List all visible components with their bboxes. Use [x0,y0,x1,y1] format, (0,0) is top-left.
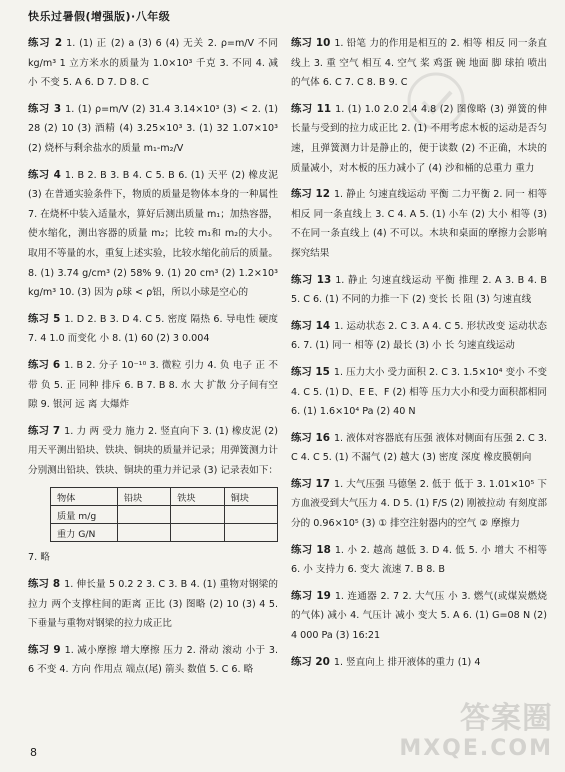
left-column [28,34,278,687]
table-cell: 质量 m/g [51,506,118,524]
page-number: 8 [30,746,37,759]
answer-text: 1. 压力大小 受力面积 2. C 3. 1.5×10⁴ 变小 不变 4. C 5. (1) D、E E、F (2) 相等 压力大小和受力面积都相同 6. (1) 1.6×10⁴ Pa (2) 40 N [291,366,547,418]
answer-block [291,653,547,673]
answer-block [291,317,547,356]
answer-text: 1. 铅笔 力的作用是相互的 2. 相等 相反 同一条直线上 3. 重 空气 相互 4. 空气 桨 鸡蛋 碗 地面 脚 球拍 喷出的气体 6. C 7. C 8. B 9. C [291,38,548,89]
answer-text: 1. 竖直向上 排开液体的重力 (1) 4 [333,656,481,668]
table-header-cell: 铜块 [224,488,277,506]
answer-text: 1. 连通器 2. 7 2. 大气压 小 3. 燃气(或煤炭燃烧的气体) 减小 4. 气压计 减小 变大 5. A 6. (1) G=08 N (2) 4 000 Pa (3) 16:21 [291,590,548,642]
answer-block [291,587,547,646]
table-cell [117,506,170,524]
answer-block [291,541,547,580]
answer-text: 1. 大气压强 马德堡 2. 低于 低于 3. 1.01×10⁵ 下方血液受到大气压力 4. D 5. (1) F/S (2) 刚被拉动 有刻度部分的 0.96×10⁵ (3) ① 排空注射器内的空气 ② 摩擦力 [291,478,548,530]
answer-block [291,429,547,468]
answer-block [28,356,278,415]
exercise-title: 练习 11 [291,102,332,115]
exercise-title: 练习 15 [291,365,330,378]
table-header-cell: 铅块 [117,488,170,506]
table-cell [224,524,277,542]
site-watermark [399,701,553,764]
exercise-title: 练习 10 [291,37,331,49]
answer-block [291,34,547,93]
exercise-title: 练习 3 [28,102,62,115]
record-table [50,487,278,542]
answer-block [291,475,547,534]
table-row [51,506,278,524]
right-column [291,34,547,679]
answer-text: 7. 略 [28,552,50,564]
exercise-title: 练习 9 [28,643,61,656]
answer-block [291,100,547,178]
table-cell [171,506,224,524]
exercise-title: 练习 14 [291,319,331,332]
answer-text: 1. D 2. B 3. D 4. C 5. 密度 隔热 6. 导电性 硬度 7. 4 1.0 而变化 小 8. (1) 60 (2) 3 0.004 [28,313,278,345]
table-cell [224,506,277,524]
answer-block [291,271,547,310]
answer-text: 1. 伸长量 5 0.2 2 3. C 3. B 4. (1) 重物对钢梁的拉力 两个支撑柱间的距离 正比 (3) 图略 (2) 10 (3) 4 5. 下垂量与重物对钢梁的拉力成正比 [28,579,278,630]
record-table-wrap [50,487,278,542]
table-header-cell: 铁块 [171,488,224,506]
exercise-title: 练习 6 [28,358,61,371]
answer-text: 1. 静止 匀速直线运动 平衡 二力平衡 2. 同一 相等 相反 同一条直线上 3. C 4. A 5. (1) 小车 (2) 大小 相等 (3) 不在同一条直线上 (4) 不可以。木块和桌面的摩擦力会影响探究结果 [291,189,548,259]
answer-text: 1. 运动状态 2. C 3. A 4. C 5. 形状改变 运动状态 6. 7. (1) 同一 相等 (2) 最长 (3) 小 长 匀速直线运动 [291,320,548,352]
page-header: 快乐过暑假(增强版)·八年级 [28,10,171,23]
exercise-title: 练习 7 [28,424,61,437]
watermark-line-2: MXQE.COM [399,736,553,761]
answer-block [28,310,278,349]
answer-text: 1. 液体对容器底有压强 液体对侧面有压强 2. C 3. C 4. C 5. (1) 不漏气 (2) 越大 (3) 密度 深度 橡皮膜朝向 [291,432,547,464]
answer-block [291,363,547,422]
exercise-title: 练习 12 [291,188,330,201]
exercise-title: 练习 18 [291,543,331,556]
answer-block [28,34,278,93]
answer-block [291,185,547,263]
answer-text: 1. 静止 匀速直线运动 平衡 推理 2. A 3. B 4. B 5. C 6. (1) 不同的力推一下 (2) 变长 长 阻 (3) 匀速直线 [291,274,547,306]
exercise-title: 练习 5 [28,312,61,325]
answer-text: 1. 减小摩擦 增大摩擦 压力 2. 滑动 滚动 小于 3. 6 不变 4. 方向 作用点 端点(尾) 箭头 数值 5. C 6. 略 [28,644,278,676]
answer-text: 1. (1) ρ=m/V (2) 31.4 3.14×10³ (3) < 2. (1) 28 (2) 10 (3) 酒精 (4) 3.25×10³ 3. (1) 32 1.07×10³ (2) 烧杯与剩余盐水的质量 m₁-m₂/V [28,103,278,154]
watermark-line-1: 答案圈 [460,701,553,736]
exercise-title: 练习 17 [291,477,330,490]
exercise-title: 练习 4 [28,168,61,181]
exercise-title: 练习 16 [291,431,330,444]
answer-block [28,575,278,634]
answer-text: 1. B 2. B 3. B 4. C 5. B 6. (1) 天平 (2) 橡皮泥 (3) 在普通实验条件下，物质的质量是物体本身的一种属性 7. 在烧杯中装入适量水，算好后测出质量 m₁；加热容器，使水缩化，测出容器的质量 m₂；比较 m₁和 m₂的大小。取用不等量的水，重复上述实验，比较水缩化前后的质量。 8. (1) 3.74 g/cm³ (2) 58% 9. (1) 20 cm³ (2) 1.2×10³ kg/m³ 10. (3) 因为 ρ球 < ρ铝，所以小球是空心的 [28,169,278,299]
answer-text: 1. 力 两 受力 施力 2. 竖直向下 3. (1) 橡皮泥 (2) 用天平测出铅块、铁块、铜块的质量并记录；用弹簧测力计分别测出铅块、铁块、铜块的重力并记录 (3) 记录表如下： [28,425,278,476]
exercise-title: 练习 13 [291,273,332,286]
exercise-title: 练习 19 [291,589,331,602]
answer-text: 1. (1) 正 (2) a (3) 6 (4) 无关 2. ρ=m/V 不同 kg/m³ 1 立方米水的质量为 1.0×10³ 千克 3. 不同 4. 减小 不变 5. A 6. D 7. D 8. C [28,38,278,89]
answer-block [28,641,278,680]
answer-text: 1. B 2. 分子 10⁻¹⁰ 3. 微粒 引力 4. 负 电子 正 不带 负 5. 正 同种 排斥 6. B 7. B 8. 水 大 扩散 分子间有空隙 9. 银河 远 离 大爆炸 [28,359,278,411]
answer-text: 1. 小 2. 越高 越低 3. D 4. 低 5. 小 增大 不相等 6. 小 支持力 6. 变大 流速 7. B 8. B [291,544,547,576]
answer-block [28,100,278,159]
answer-block [28,166,278,303]
exercise-title: 练习 8 [28,578,61,591]
exercise-title: 练习 2 [28,37,63,49]
answer-block [28,422,278,481]
table-header-cell: 物体 [51,488,118,506]
table-header-row [51,488,278,506]
table-cell [117,524,170,542]
exercise-title: 练习 20 [291,655,330,668]
table-row [51,524,278,542]
answer-text: 1. (1) 1.0 2.0 2.4 4.8 (2) 图像略 (3) 弹簧的伸长量与受到的拉力成正比 2. (1) 不用考虑木板的运动是否匀速，且弹簧测力计是静止的，便于读数 (2) 不正确，木块的质量减小，对木板的压力减小了 (4) 沙和桶的总重力 重力 [291,103,547,174]
answer-block [28,548,278,568]
table-cell: 重力 G/N [51,524,118,542]
table-cell [171,524,224,542]
